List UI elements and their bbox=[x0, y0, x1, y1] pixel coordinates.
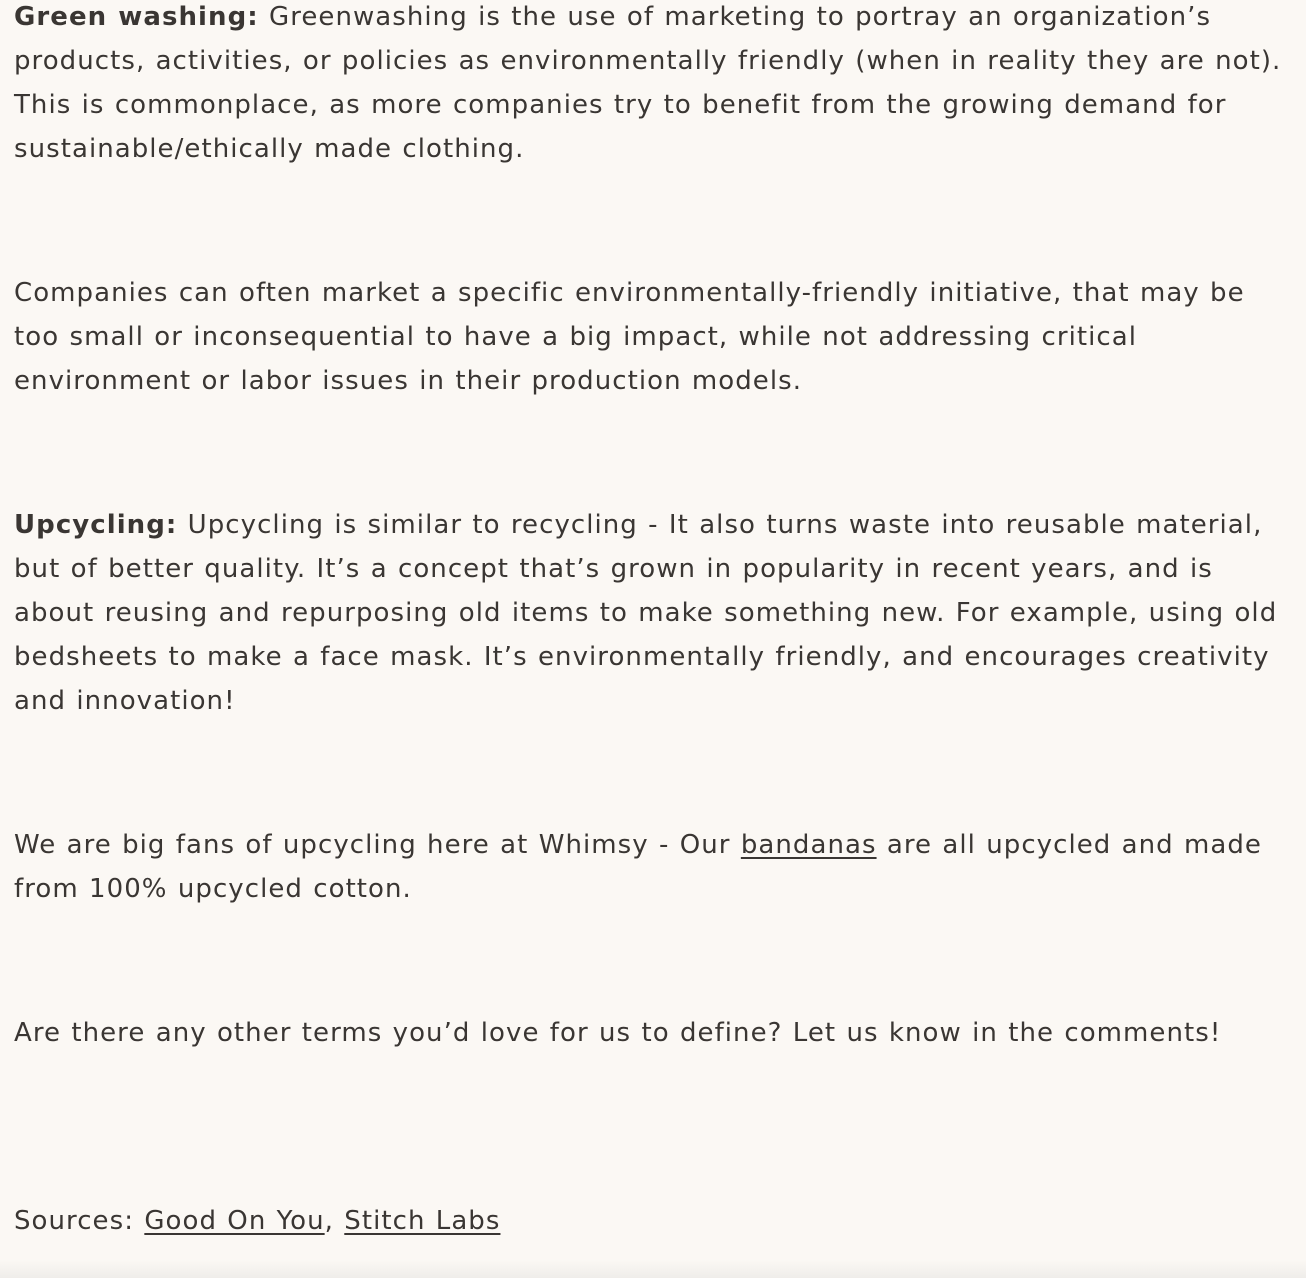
greenwashing-term: Green washing: bbox=[14, 2, 259, 32]
companies-paragraph bbox=[14, 271, 1298, 403]
companies-text: Companies can often market a specific environmentally-friendly initiative, that may be too small or inconsequential to have a big impact, while not addressing critical environment or labor issues in their production models. bbox=[14, 278, 1245, 396]
greenwashing-definition: Greenwashing is the use of marketing to portray an organization’s products, activities, or policies as environmentally friendly (when in reality they are not). This is commonplace, as more companies try to benefit from the growing demand for sustainable/ethically made clothing. bbox=[14, 2, 1282, 164]
greenwashing-paragraph bbox=[14, 0, 1298, 171]
bandanas-link[interactable]: bandanas bbox=[740, 830, 877, 860]
sources-separator: , bbox=[324, 1206, 345, 1236]
sources-paragraph bbox=[14, 1199, 1298, 1243]
good-on-you-link[interactable]: Good On You bbox=[144, 1206, 325, 1236]
whimsy-paragraph bbox=[14, 823, 1298, 911]
upcycling-paragraph bbox=[14, 503, 1298, 723]
sources-label: Sources: bbox=[14, 1206, 145, 1236]
whimsy-text-before: We are big fans of upcycling here at Whimsy - Our bbox=[14, 830, 741, 860]
question-paragraph bbox=[14, 1011, 1298, 1055]
whimsy-text-after: are all upcycled and made from 100% upcycled cotton. bbox=[14, 830, 1262, 904]
question-text: Are there any other terms you’d love for us to define? Let us know in the comments! bbox=[14, 1018, 1222, 1048]
upcycling-definition: Upcycling is similar to recycling - It also turns waste into reusable material, but of better quality. It’s a concept that’s grown in popularity in recent years, and is about reusing and repurposing old items to make something new. For example, using old bedsheets to make a face mask. It’s environmentally friendly, and encourages creativity and innovation! bbox=[14, 510, 1278, 716]
upcycling-term: Upcycling: bbox=[14, 510, 178, 540]
bottom-edge-shadow bbox=[0, 1260, 1306, 1278]
stitch-labs-link[interactable]: Stitch Labs bbox=[344, 1206, 501, 1236]
